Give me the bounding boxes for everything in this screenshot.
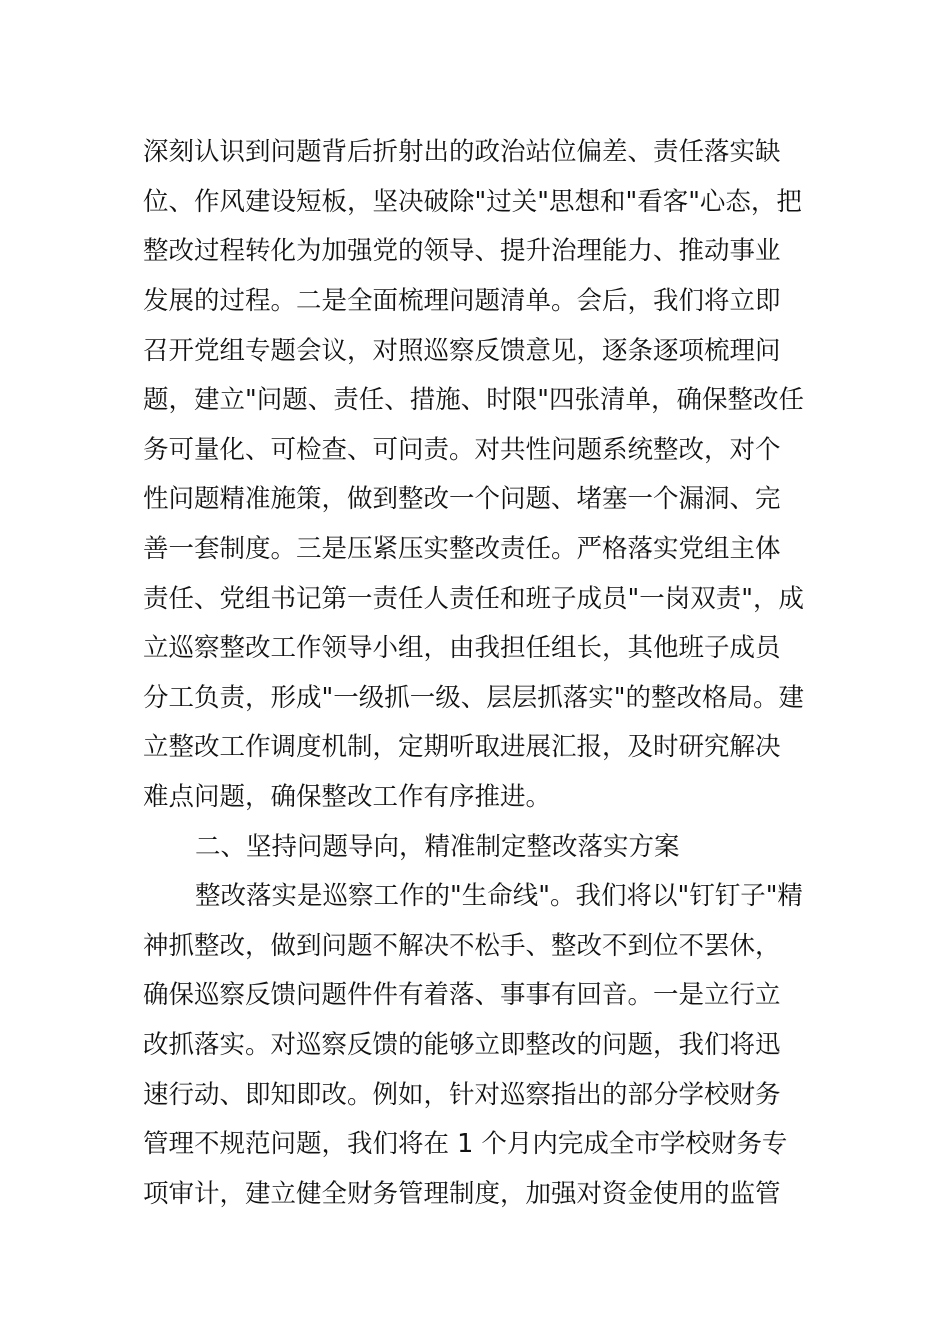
- body-text-line: 管理不规范问题，我们将在 1 个月内完成全市学校财务专: [143, 1129, 788, 1159]
- body-text-line: 责任、党组书记第一责任人责任和班子成员"一岗双责"，成: [143, 584, 804, 614]
- body-text-line: 发展的过程。二是全面梳理问题清单。会后，我们将立即: [143, 286, 781, 316]
- body-text-line: 改抓落实。对巡察反馈的能够立即整改的问题，我们将迅: [143, 1030, 781, 1060]
- body-text-line: 整改过程转化为加强党的领导、提升治理能力、推动事业: [143, 236, 781, 266]
- body-text-line: 位、作风建设短板，坚决破除"过关"思想和"看客"心态，把: [143, 187, 802, 217]
- body-text-line: 分工负责，形成"一级抓一级、层层抓落实"的整改格局。建: [143, 683, 804, 713]
- section-heading: 二、坚持问题导向，精准制定整改落实方案: [195, 832, 680, 862]
- body-text-line: 题，建立"问题、责任、措施、时限"四张清单，确保整改任: [143, 385, 804, 415]
- body-text-line: 务可量化、可检查、可问责。对共性问题系统整改，对个: [143, 435, 781, 465]
- body-text-line: 性问题精准施策，做到整改一个问题、堵塞一个漏洞、完: [143, 484, 781, 514]
- body-text-line: 难点问题，确保整改工作有序推进。: [143, 782, 552, 812]
- body-text-line: 立巡察整改工作领导小组，由我担任组长，其他班子成员: [143, 633, 781, 663]
- body-text-line: 善一套制度。三是压紧压实整改责任。严格落实党组主体: [143, 534, 781, 564]
- body-text-line: 整改落实是巡察工作的"生命线"。我们将以"钉钉子"精: [195, 881, 803, 911]
- body-text-line: 速行动、即知即改。例如，针对巡察指出的部分学校财务: [143, 1080, 781, 1110]
- body-text-line: 确保巡察反馈问题件件有着落、事事有回音。一是立行立: [143, 980, 781, 1010]
- body-text-line: 神抓整改，做到问题不解决不松手、整改不到位不罢休，: [143, 931, 781, 961]
- body-text-line: 立整改工作调度机制，定期听取进展汇报，及时研究解决: [143, 732, 781, 762]
- body-text-line: 召开党组专题会议，对照巡察反馈意见，逐条逐项梳理问: [143, 336, 781, 366]
- body-text-line: 项审计，建立健全财务管理制度，加强对资金使用的监管: [143, 1179, 781, 1209]
- body-text-line: 深刻认识到问题背后折射出的政治站位偏差、责任落实缺: [143, 137, 781, 167]
